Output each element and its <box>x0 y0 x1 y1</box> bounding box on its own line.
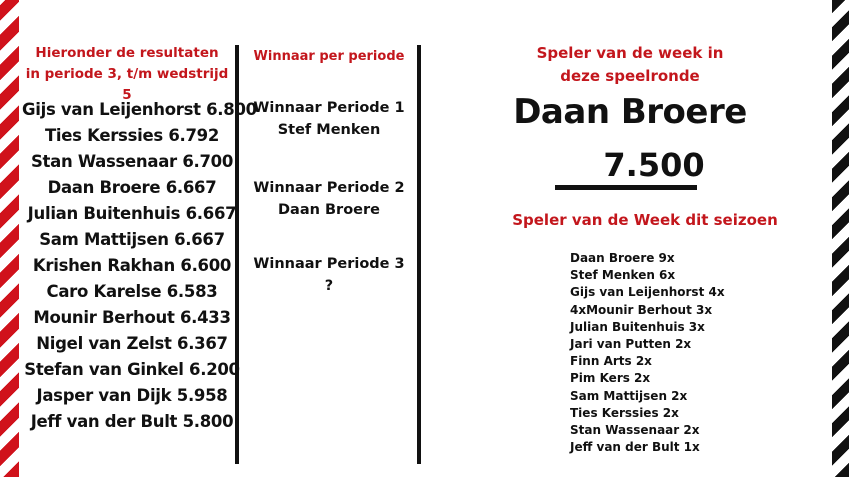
period-3-name: ? <box>324 278 334 294</box>
score-underline <box>555 185 697 190</box>
result-row: Daan Broere 6.667 <box>47 178 217 197</box>
period-1-winner <box>240 97 418 141</box>
period-3-label: Winnaar Periode 3 <box>253 256 405 272</box>
season-list-item: Julian Buitenhuis 3x <box>570 319 705 334</box>
season-list <box>570 250 725 456</box>
result-row: Sam Mattijsen 6.667 <box>39 230 225 249</box>
result-row: Caro Karelse 6.583 <box>46 282 218 301</box>
player-of-week-title-line2: deze speelronde <box>560 67 700 85</box>
result-row: Julian Buitenhuis 6.667 <box>27 204 237 223</box>
results-title-line2: in periode 3, t/m wedstrijd 5 <box>25 66 229 103</box>
player-of-week-title-line1: Speler van de week in <box>536 44 724 62</box>
right-striped-border <box>832 0 849 477</box>
period-2-label: Winnaar Periode 2 <box>253 180 405 196</box>
result-row: Jeff van der Bult 5.800 <box>30 412 234 431</box>
season-list-item: Ties Kerssies 2x <box>570 405 679 420</box>
player-of-week-name: Daan Broere <box>513 92 747 132</box>
player-of-week-title <box>470 42 790 88</box>
season-list-item: Jeff van der Bult 1x <box>570 440 700 455</box>
player-of-week-score: 7.500 <box>603 146 705 184</box>
period-2-winner <box>240 177 418 221</box>
season-list-item: Sam Mattijsen 2x <box>570 388 688 403</box>
season-list-item: Pim Kers 2x <box>570 371 651 386</box>
result-row: Krishen Rakhan 6.600 <box>32 256 232 275</box>
period-3-winner <box>240 253 418 297</box>
season-list-item: Daan Broere 9x <box>570 251 675 265</box>
season-list-item: 4xMounir Berhout 3x <box>570 302 713 317</box>
result-row: Gijs van Leijenhorst 6.800 <box>22 100 257 119</box>
left-striped-border <box>0 0 19 477</box>
season-list-item: Stan Wassenaar 2x <box>570 422 700 437</box>
results-title-line1: Hieronder de resultaten <box>35 45 219 61</box>
result-row: Nigel van Zelst 6.367 <box>36 334 228 353</box>
result-row: Stefan van Ginkel 6.200 <box>24 360 240 379</box>
season-list-item: Stef Menken 6x <box>570 268 676 283</box>
result-row: Jasper van Dijk 5.958 <box>36 386 228 405</box>
season-list-item: Finn Arts 2x <box>570 354 652 369</box>
season-title: Speler van de Week dit seizoen <box>512 211 778 229</box>
result-row: Ties Kerssies 6.792 <box>44 126 220 145</box>
results-list <box>22 97 257 435</box>
period-1-name: Stef Menken <box>277 122 381 138</box>
period-winners-title: Winnaar per periode <box>253 49 405 64</box>
period-1-label: Winnaar Periode 1 <box>253 100 405 116</box>
result-row: Stan Wassenaar 6.700 <box>30 152 234 171</box>
result-row: Mounir Berhout 6.433 <box>33 308 231 327</box>
period-2-name: Daan Broere <box>278 202 380 218</box>
season-list-item: Gijs van Leijenhorst 4x <box>570 285 725 300</box>
season-list-item: Jari van Putten 2x <box>570 336 692 351</box>
